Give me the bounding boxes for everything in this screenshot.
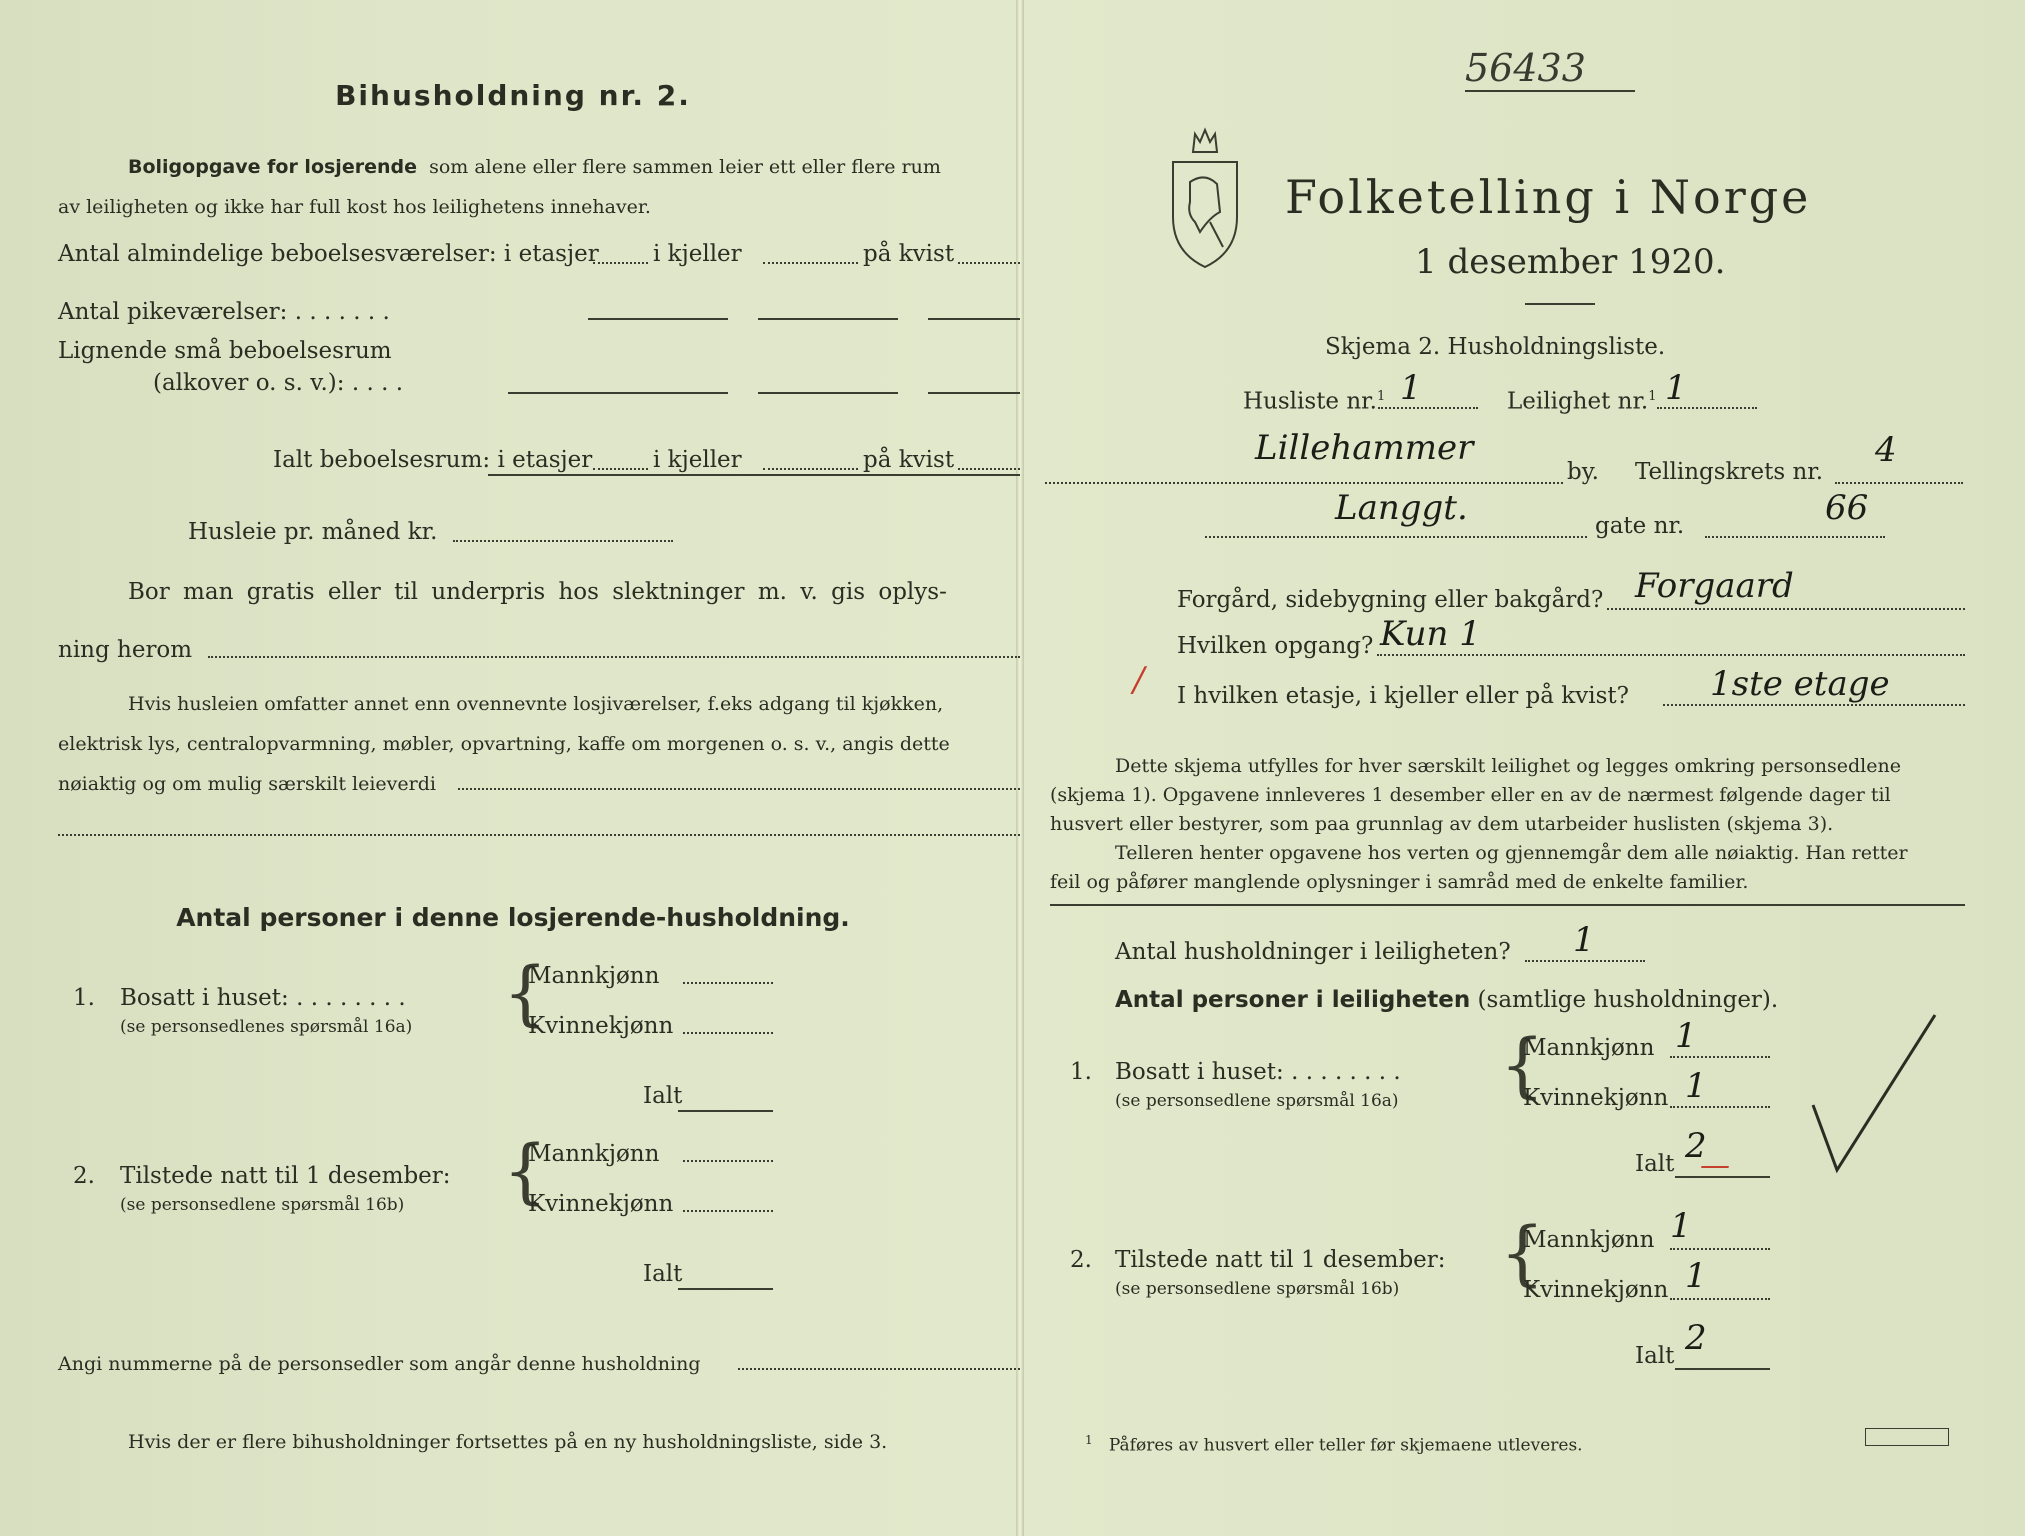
stamp-underline [1465,90,1635,92]
antal-hus-label: Antal husholdninger i leiligheten? [1115,939,1511,965]
instr-line-5: feil og påfører manglende oplysninger i samråd med de enkelte familier. [1050,871,1749,893]
etasje-label: I hvilken etasje, i kjeller eller på kvist? [1177,683,1629,709]
gate-field[interactable] [1205,536,1587,538]
forgard-label: Forgård, sidebygning eller bakgård? [1177,587,1604,613]
husleie-label: Husleie pr. måned kr. [188,519,438,545]
right-q2-ialt-value: 2 [1685,1318,1707,1358]
husleie-field[interactable] [453,540,673,542]
intro-line-2: av leiligheten og ikke har full kost hos leilighetens innehaver. [58,196,651,218]
etasje-field[interactable] [1663,704,1965,706]
husliste-text: Husliste nr. [1243,388,1377,415]
lign-label-1: Lignende små beboelsesrum [58,338,392,364]
instr-line-2: (skjema 1). Opgavene innleveres 1 desember eller en av de nærmest følgende dager til [1050,784,1891,806]
gate-label: gate nr. [1595,513,1685,539]
right-q1-ialt-value: 2 [1685,1126,1707,1166]
kjeller-label: i kjeller [653,241,742,267]
printer-mark [1865,1428,1949,1446]
intro-line-1 [128,153,941,181]
right-q2-ialt-field[interactable] [1675,1368,1770,1370]
right-page [1045,0,1970,1510]
pike-label: Antal pikeværelser: . . . . . . . [58,299,390,325]
coat-of-arms-icon [1165,122,1245,272]
left-page [58,0,968,1510]
angi-field[interactable] [738,1368,1020,1370]
left-q1-kvinne-field[interactable] [683,1032,773,1034]
left-q2-label: Tilstede natt til 1 desember: [120,1163,451,1189]
date-rule [1525,303,1595,305]
right-q1-mann-value: 1 [1675,1016,1697,1056]
left-q2-sub: (se personsedlene spørsmål 16b) [120,1195,405,1215]
intro-rest: som alene eller flere sammen leier ett eller flere rum [429,156,941,178]
ialt-kjeller-field[interactable] [763,468,858,470]
angi-label: Angi nummerne på de personsedler som angår denne husholdning [58,1353,701,1375]
lign-field-1[interactable] [508,392,728,394]
right-q1-label: Bosatt i huset: . . . . . . . . [1115,1059,1401,1085]
instr-line-4: Telleren henter opgavene hos verten og gjennemgår dem alle nøiaktig. Han retter [1115,842,1908,864]
right-q2-label: Tilstede natt til 1 desember: [1115,1247,1446,1273]
page-fold [1016,0,1024,1536]
krets-value: 4 [1875,430,1897,470]
antal-pers-bold: Antal personer i leiligheten [1115,987,1471,1013]
right-q1-mann-label: Mannkjønn [1523,1035,1655,1061]
leieverdi-field[interactable] [458,788,1020,790]
left-footer: Hvis der er flere bihusholdninger fortsettes på en ny husholdningsliste, side 3. [128,1431,888,1453]
red-underline-mark: — [1700,1148,1730,1183]
right-q1-kvinne-field[interactable] [1670,1106,1770,1108]
stamp-number: 56433 [1465,46,1586,90]
lign-field-3[interactable] [928,392,1020,394]
by-value: Lillehammer [1255,428,1474,468]
hvis-line-1: Hvis husleien omfatter annet enn ovennevnte losjiværelser, f.eks adgang til kjøkken, [128,693,944,715]
pike-field-3[interactable] [928,318,1020,320]
right-q2-brace: { [1500,1212,1545,1294]
lign-field-2[interactable] [758,392,898,394]
ialt-rum-label: Ialt beboelsesrum: i etasjer [273,447,593,473]
right-q2-mann-value: 1 [1670,1206,1692,1246]
right-q1-kvinne-label: Kvinnekjønn [1523,1085,1669,1111]
right-q2-kvinne-value: 1 [1685,1256,1707,1296]
pike-field-2[interactable] [758,318,898,320]
checkmark-icon [1805,1010,1945,1180]
right-q2-mann-field[interactable] [1670,1248,1770,1250]
etasje-value: 1ste etage [1710,664,1890,704]
husliste-footnote-mark: 1 [1376,389,1386,404]
left-q2-mann-label: Mannkjønn [528,1141,660,1167]
etasjer-field[interactable] [593,262,648,264]
left-q2-num: 2. [73,1163,95,1189]
footnote [1085,1426,1583,1460]
leilighet-footnote-mark: 1 [1648,389,1657,404]
right-q1-brace: { [1500,1024,1545,1106]
kvist-field[interactable] [958,262,1020,264]
right-q2-mann-label: Mannkjønn [1523,1227,1655,1253]
left-q1-mann-field[interactable] [683,982,773,984]
left-q1-label: Bosatt i huset: . . . . . . . . [120,985,406,1011]
leieverdi-field-2[interactable] [58,834,1020,836]
right-q1-mann-field[interactable] [1670,1056,1770,1058]
by-field[interactable] [1045,482,1563,484]
footnote-mark: 1 [1085,1433,1093,1447]
intro-bold: Boligopgave for losjerende [128,156,417,178]
gate-value: Langgt. [1335,488,1468,528]
bor-field[interactable] [208,656,1020,658]
left-q2-ialt-field[interactable] [678,1288,773,1290]
husliste-value: 1 [1400,368,1422,408]
persons-title: Antal personer i denne losjerende-husholdning. [176,903,850,932]
right-q2-sub: (se personsedlene spørsmål 16b) [1115,1279,1400,1299]
gate-nr-value: 66 [1825,488,1869,528]
left-q2-kvinne-field[interactable] [683,1210,773,1212]
section-rule [1050,904,1965,906]
ialt-kvist-label: på kvist [863,447,955,473]
census-date: 1 desember 1920. [1415,242,1726,282]
pike-field-1[interactable] [588,318,728,320]
opgang-value: Kun 1 [1380,614,1481,654]
husliste-field[interactable] [1378,407,1478,409]
antal-pers-rest: (samtlige husholdninger). [1477,987,1779,1013]
right-q1-num: 1. [1070,1059,1092,1085]
by-label: by. [1567,459,1599,485]
left-q1-brace: { [503,952,548,1034]
ialt-etasjer-field[interactable] [593,468,648,470]
forgard-value: Forgaard [1635,566,1794,606]
krets-field[interactable] [1835,482,1963,484]
forgard-field[interactable] [1607,608,1965,610]
right-q2-num: 2. [1070,1247,1092,1273]
right-q2-kvinne-label: Kvinnekjønn [1523,1277,1669,1303]
lign-label-2: (alkover o. s. v.): . . . . [153,370,404,396]
leilighet-field[interactable] [1657,407,1757,409]
bor-line-2: ning herom [58,637,193,663]
right-q1-sub: (se personsedlene spørsmål 16a) [1115,1091,1399,1111]
left-q2-mann-field[interactable] [683,1160,773,1162]
left-q1-num: 1. [73,985,95,1011]
leilighet-text: Leilighet nr. [1507,388,1649,415]
skjema-label: Skjema 2. Husholdningsliste. [1325,334,1666,360]
krets-label: Tellingskrets nr. [1635,459,1824,485]
leilighet-label [1507,383,1657,416]
footnote-text: Påføres av husvert eller teller før skjemaene utleveres. [1108,1435,1583,1456]
left-q1-ialt-field[interactable] [678,1110,773,1112]
right-q1-ialt-label: Ialt [1635,1151,1675,1177]
main-title: Folketelling i Norge [1285,170,1812,224]
opgang-field[interactable] [1377,654,1965,656]
hvis-line-3: nøiaktig og om mulig særskilt leieverdi [58,773,436,795]
left-q2-kvinne-label: Kvinnekjønn [528,1191,674,1217]
row-antal-label: Antal almindelige beboelsesværelser: i etasjer [58,241,599,267]
left-q1-ialt-label: Ialt [643,1083,683,1109]
antal-pers-label [1115,986,1778,1014]
red-tick-mark: / [1133,660,1145,700]
left-title: Bihusholdning nr. 2. [335,79,691,112]
ialt-kvist-field[interactable] [958,468,1020,470]
husliste-label [1243,383,1385,416]
left-q1-mann-label: Mannkjønn [528,963,660,989]
leilighet-value: 1 [1665,368,1687,408]
bor-line-1: Bor man gratis eller til underpris hos slektninger m. v. gis oplys- [128,579,947,605]
right-q1-kvinne-value: 1 [1685,1066,1707,1106]
right-q2-kvinne-field[interactable] [1670,1298,1770,1300]
left-q1-kvinne-label: Kvinnekjønn [528,1013,674,1039]
ialt-kjeller-label: i kjeller [653,447,742,473]
instr-line-3: husvert eller bestyrer, som paa grunnlag av dem utarbeider huslisten (skjema 3). [1050,813,1834,835]
kjeller-field[interactable] [763,262,858,264]
antal-hus-field[interactable] [1525,960,1645,962]
ialt-underline [488,474,1020,476]
left-q1-sub: (se personsedlenes spørsmål 16a) [120,1017,413,1037]
left-q2-ialt-label: Ialt [643,1261,683,1287]
kvist-label: på kvist [863,241,955,267]
hvis-line-2: elektrisk lys, centralopvarmning, møbler, opvartning, kaffe om morgenen o. s. v., angis dette [58,733,950,755]
antal-hus-value: 1 [1573,920,1595,960]
opgang-label: Hvilken opgang? [1177,633,1374,659]
right-q2-ialt-label: Ialt [1635,1343,1675,1369]
left-q2-brace: { [503,1130,548,1212]
instr-line-1: Dette skjema utfylles for hver særskilt leilighet og legges omkring personsedlene [1115,755,1901,777]
gate-nr-field[interactable] [1705,536,1885,538]
